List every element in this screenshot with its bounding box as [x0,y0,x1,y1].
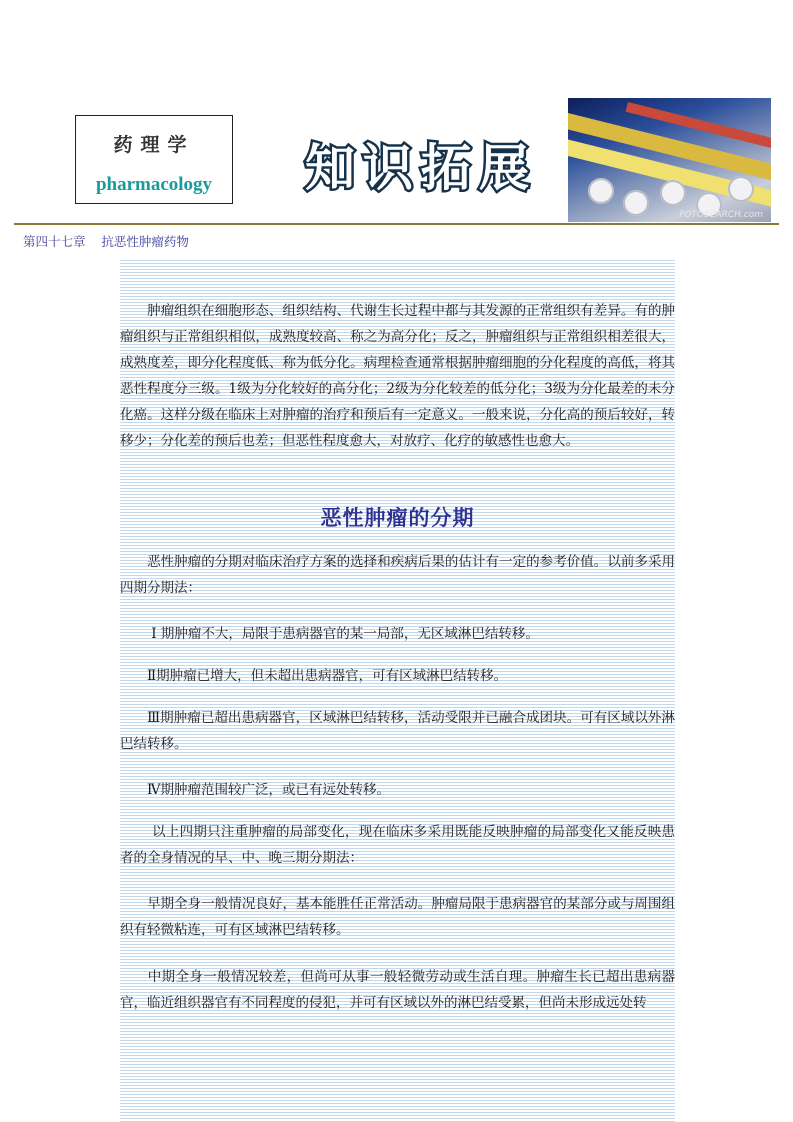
stage-2-paragraph: Ⅱ期肿瘤已增大，但未超出患病器官，可有区域淋巴结转移。 [120,668,508,684]
section-heading: 恶性肿瘤的分期 [320,506,475,530]
middle-stage-paragraph: 中期全身一般情况较差，但尚可从事一般轻微劳动或生活自理。肿瘤生长已超出患病器官，临近组织器官有不同程度的侵犯，并可有区域以外的淋巴结受累，但尚未形成远处转 [120,969,675,1011]
intro-paragraph: 肿瘤组织在细胞形态、组织结构、代谢生长过程中都与其发源的正常组织有差异。有的肿瘤组织与正常组织相似，成熟度较高、称之为高分化；反之，肿瘤组织与正常组织相差很大，成熟度差，即分化程度低、称为低分化。病理检查通常根据肿瘤细胞的分化程度的高低，将其恶性程度分三级。1级为分化较好的高分化；2级为分化较差的低分化；3级为分化最差的未分化癌。这样分级在临床上对肿瘤的治疗和预后有一定意义。一般来说，分化高的预后较好，转移少；分化差的预后也差；但恶性程度愈大，对放疗、化疗的敏感性也愈大。 [120,303,675,449]
staging-intro-paragraph: 恶性肿瘤的分期对临床治疗方案的选择和疾病后果的估计有一定的参考价值。以前多采用四期分期法： [120,554,675,596]
title-english: pharmacology [95,174,213,195]
three-stage-intro-paragraph: 以上四期只注重肿瘤的局部变化，现在临床多采用既能反映肿瘤的局部变化又能反映患者的全身情况的早、中、晚三期分期法： [120,824,675,866]
stage-4-paragraph: Ⅳ期肿瘤范围较广泛，或已有远处转移。 [120,782,390,798]
photo-watermark: FOTOSEARCH.com [679,210,763,220]
title-chinese: 药理学 [113,134,195,156]
header-divider [14,223,779,225]
header-photo [568,98,771,222]
stage-3-paragraph: Ⅲ期肿瘤已超出患病器官，区域淋巴结转移，活动受限并已融合成团块。可有区域以外淋巴结转移。 [120,710,675,752]
content-panel [120,258,675,1122]
stage-1-paragraph: I 期肿瘤不大，局限于患病器官的某一局部，无区域淋巴结转移。 [120,626,539,642]
banner-title: 知识拓展 [305,139,537,197]
title-box [75,115,233,204]
chapter-title: 第四十七章 抗恶性肿瘤药物 [23,234,189,249]
early-stage-paragraph: 早期全身一般情况良好，基本能胜任正常活动。肿瘤局限于患病器官的某部分或与周围组织有轻微粘连，可有区域淋巴结转移。 [120,896,675,938]
